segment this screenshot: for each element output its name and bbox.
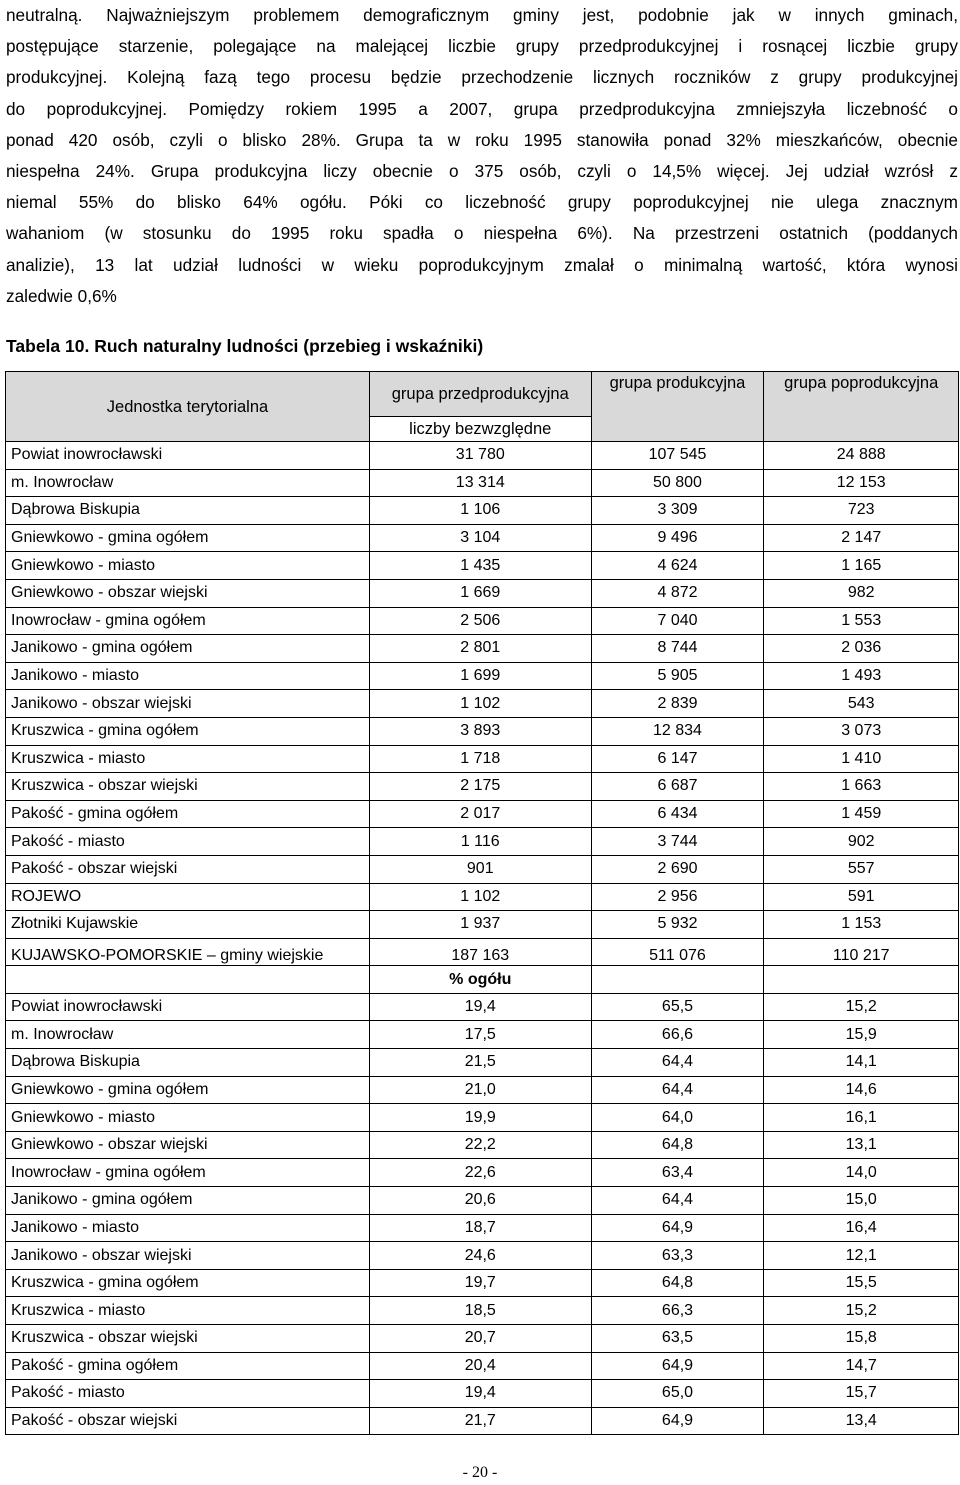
table-row [6,690,959,718]
row-label: Gniewkowo - miasto [6,1104,370,1132]
table-row [6,469,959,497]
row-value: 15,0 [764,1187,959,1215]
row-value: 19,4 [370,993,592,1021]
row-value: 13,4 [764,1407,959,1435]
row-value: 1 410 [764,745,959,773]
section-spacer [591,966,764,994]
table-caption [6,336,483,357]
row-value: 16,1 [764,1104,959,1132]
row-value: 13 314 [370,469,592,497]
row-value: 1 553 [764,607,959,635]
row-label: Janikowo - miasto [6,662,370,690]
row-value: 110 217 [764,938,959,966]
row-label: Gniewkowo - miasto [6,552,370,580]
row-value: 63,3 [591,1242,764,1270]
row-value: 63,5 [591,1325,764,1353]
row-value: 982 [764,579,959,607]
row-value: 1 699 [370,662,592,690]
table-row [6,938,959,966]
row-label: Powiat inowrocławski [6,993,370,1021]
row-value: 2 175 [370,773,592,801]
table-row [6,800,959,828]
header-post: grupa poprodukcyjna [764,372,959,442]
table-row [6,1380,959,1408]
table-header-row [6,372,959,417]
row-label: Inowrocław - gmina ogółem [6,1159,370,1187]
row-value: 64,9 [591,1352,764,1380]
table-row [6,717,959,745]
paragraph-line: ponad 420 osób, czyli o blisko 28%. Grupa ta w roku 1995 stanowiła ponad 32% mieszkańców, obecnie [6,129,958,150]
paragraph-line: neutralną. Najważniejszym problemem demograficznym gminy jest, podobnie jak w innych gminach, [6,5,958,25]
section-percent-label: % ogółu [370,966,592,994]
row-value: 16,4 [764,1214,959,1242]
row-label: Pakość - obszar wiejski [6,855,370,883]
row-value: 13,1 [764,1131,959,1159]
row-value: 1 663 [764,773,959,801]
paragraph-line: do poprodukcyjnej. Pomiędzy rokiem 1995 a 2007, grupa przedprodukcyjna zmniejszyła liczebność o [6,98,958,119]
row-value: 64,8 [591,1131,764,1159]
row-value: 64,4 [591,1076,764,1104]
row-label: Powiat inowrocławski [6,442,370,470]
row-value: 20,4 [370,1352,592,1380]
table-row [6,1159,959,1187]
section-row [6,966,959,994]
row-value: 50 800 [591,469,764,497]
row-value: 2 956 [591,883,764,911]
row-value: 511 076 [591,938,764,966]
row-value: 2 839 [591,690,764,718]
row-value: 17,5 [370,1021,592,1049]
row-value: 5 905 [591,662,764,690]
row-value: 22,2 [370,1131,592,1159]
section-spacer [764,966,959,994]
row-value: 591 [764,883,959,911]
row-label: Gniewkowo - gmina ogółem [6,1076,370,1104]
section-absolute-label: liczby bezwzględne [370,417,592,442]
row-value: 557 [764,855,959,883]
row-label: Kruszwica - miasto [6,745,370,773]
caption-label: Tabela 10. [6,336,90,356]
body-text [6,0,958,312]
row-value: 14,6 [764,1076,959,1104]
row-label: Janikowo - miasto [6,1214,370,1242]
row-value: 64,4 [591,1187,764,1215]
table-row [6,828,959,856]
row-value: 3 893 [370,717,592,745]
row-label: ROJEWO [6,883,370,911]
row-value: 1 102 [370,690,592,718]
row-value: 1 937 [370,911,592,939]
row-value: 901 [370,855,592,883]
row-value: 21,5 [370,1049,592,1077]
row-value: 902 [764,828,959,856]
table-row [6,911,959,939]
row-label: Pakość - gmina ogółem [6,800,370,828]
table-row [6,1325,959,1353]
row-value: 15,2 [764,1297,959,1325]
row-value: 21,0 [370,1076,592,1104]
row-value: 4 872 [591,579,764,607]
row-label: Kruszwica - obszar wiejski [6,773,370,801]
row-value: 107 545 [591,442,764,470]
row-value: 15,5 [764,1269,959,1297]
row-value: 1 459 [764,800,959,828]
row-value: 4 624 [591,552,764,580]
table-row [6,1131,959,1159]
row-value: 1 493 [764,662,959,690]
row-value: 22,6 [370,1159,592,1187]
header-pre: grupa przedprodukcyjna [370,372,592,417]
row-value: 2 506 [370,607,592,635]
table-row [6,1407,959,1435]
table-row [6,607,959,635]
header-prod: grupa produkcyjna [591,372,764,442]
row-value: 15,9 [764,1021,959,1049]
row-value: 187 163 [370,938,592,966]
row-label: Janikowo - obszar wiejski [6,690,370,718]
paragraph-line: zaledwie 0,6% [6,285,117,306]
row-value: 1 116 [370,828,592,856]
row-value: 21,7 [370,1407,592,1435]
table-row [6,497,959,525]
row-value: 2 801 [370,635,592,663]
row-value: 12,1 [764,1242,959,1270]
table-row [6,855,959,883]
table-row [6,883,959,911]
table-row [6,442,959,470]
row-label: Gniewkowo - obszar wiejski [6,579,370,607]
row-value: 2 690 [591,855,764,883]
table-row [6,579,959,607]
row-value: 15,8 [764,1325,959,1353]
row-value: 1 165 [764,552,959,580]
row-label: m. Inowrocław [6,469,370,497]
table-row [6,773,959,801]
table-row [6,1269,959,1297]
row-label: Złotniki Kujawskie [6,911,370,939]
row-value: 24,6 [370,1242,592,1270]
row-label: Kruszwica - obszar wiejski [6,1325,370,1353]
population-table [5,371,959,1435]
row-value: 1 153 [764,911,959,939]
row-value: 543 [764,690,959,718]
paragraph-line: postępujące starzenie, polegające na malejącej liczbie grupy przedprodukcyjnej i rosnącej liczbie grupy [6,36,958,57]
row-value: 5 932 [591,911,764,939]
table-row [6,1242,959,1270]
table-row [6,635,959,663]
row-value: 19,7 [370,1269,592,1297]
row-label: Dąbrowa Biskupia [6,1049,370,1077]
table-row [6,1104,959,1132]
paragraph-line: produkcyjnej. Kolejną fazą tego procesu będzie przechodzenie licznych roczników z grupy produkcyjnej [6,67,958,88]
table-row [6,1352,959,1380]
row-value: 64,0 [591,1104,764,1132]
table-row [6,1214,959,1242]
table-row [6,662,959,690]
row-value: 65,0 [591,1380,764,1408]
row-value: 20,7 [370,1325,592,1353]
row-value: 6 434 [591,800,764,828]
row-value: 723 [764,497,959,525]
row-value: 15,2 [764,993,959,1021]
row-label: Pakość - obszar wiejski [6,1407,370,1435]
row-value: 1 669 [370,579,592,607]
row-value: 2 147 [764,524,959,552]
row-value: 18,5 [370,1297,592,1325]
table-row [6,1049,959,1077]
table-row [6,524,959,552]
paragraph-line: wahaniom (w stosunku do 1995 roku spadła o niespełna 6%). Na przestrzeni ostatnich (poddanych [6,223,958,244]
row-label: Kruszwica - gmina ogółem [6,1269,370,1297]
row-value: 6 687 [591,773,764,801]
row-value: 2 017 [370,800,592,828]
row-label: m. Inowrocław [6,1021,370,1049]
row-value: 1 718 [370,745,592,773]
row-label: Gniewkowo - obszar wiejski [6,1131,370,1159]
row-label: Janikowo - obszar wiejski [6,1242,370,1270]
paragraph-line: niespełna 24%. Grupa produkcyjna liczy obecnie o 375 osób, czyli o 14,5% więcej. Jej udział wzrósł z [6,161,958,182]
row-value: 63,4 [591,1159,764,1187]
page-number: - 20 - [462,1464,498,1481]
row-value: 3 309 [591,497,764,525]
row-value: 2 036 [764,635,959,663]
row-value: 66,6 [591,1021,764,1049]
row-value: 1 102 [370,883,592,911]
row-label: Janikowo - gmina ogółem [6,1187,370,1215]
row-label: KUJAWSKO-POMORSKIE – gminy wiejskie [6,938,370,966]
row-value: 8 744 [591,635,764,663]
row-value: 24 888 [764,442,959,470]
row-value: 7 040 [591,607,764,635]
table-row [6,1021,959,1049]
row-value: 64,4 [591,1049,764,1077]
row-value: 65,5 [591,993,764,1021]
row-value: 14,0 [764,1159,959,1187]
table-row [6,552,959,580]
row-label: Kruszwica - miasto [6,1297,370,1325]
row-value: 14,7 [764,1352,959,1380]
row-value: 1 435 [370,552,592,580]
row-label: Pakość - miasto [6,1380,370,1408]
header-unit: Jednostka terytorialna [6,372,370,442]
row-value: 18,7 [370,1214,592,1242]
row-value: 12 834 [591,717,764,745]
row-label: Kruszwica - gmina ogółem [6,717,370,745]
row-value: 14,1 [764,1049,959,1077]
row-value: 64,9 [591,1407,764,1435]
row-label: Gniewkowo - gmina ogółem [6,524,370,552]
row-value: 12 153 [764,469,959,497]
row-value: 9 496 [591,524,764,552]
section-spacer [6,966,370,994]
row-value: 6 147 [591,745,764,773]
row-value: 3 104 [370,524,592,552]
table-row [6,993,959,1021]
row-value: 3 744 [591,828,764,856]
table-row [6,1187,959,1215]
row-value: 3 073 [764,717,959,745]
row-value: 64,9 [591,1214,764,1242]
table-row [6,1297,959,1325]
row-label: Inowrocław - gmina ogółem [6,607,370,635]
paragraph-line: analizie), 13 lat udział ludności w wieku poprodukcyjnym zmalał o minimalną wartość, która wynosi [6,254,958,275]
row-label: Dąbrowa Biskupia [6,497,370,525]
caption-title: Ruch naturalny ludności (przebieg i wskaźniki) [94,336,484,356]
row-label: Pakość - miasto [6,828,370,856]
row-value: 15,7 [764,1380,959,1408]
row-value: 20,6 [370,1187,592,1215]
row-value: 31 780 [370,442,592,470]
row-value: 64,8 [591,1269,764,1297]
table-row [6,1076,959,1104]
table-row [6,745,959,773]
row-value: 19,4 [370,1380,592,1408]
paragraph-line: niemal 55% do blisko 64% ogółu. Póki co liczebność grupy poprodukcyjnej nie ulega znacznym [6,192,958,213]
row-label: Pakość - gmina ogółem [6,1352,370,1380]
row-value: 19,9 [370,1104,592,1132]
row-value: 66,3 [591,1297,764,1325]
row-label: Janikowo - gmina ogółem [6,635,370,663]
row-value: 1 106 [370,497,592,525]
